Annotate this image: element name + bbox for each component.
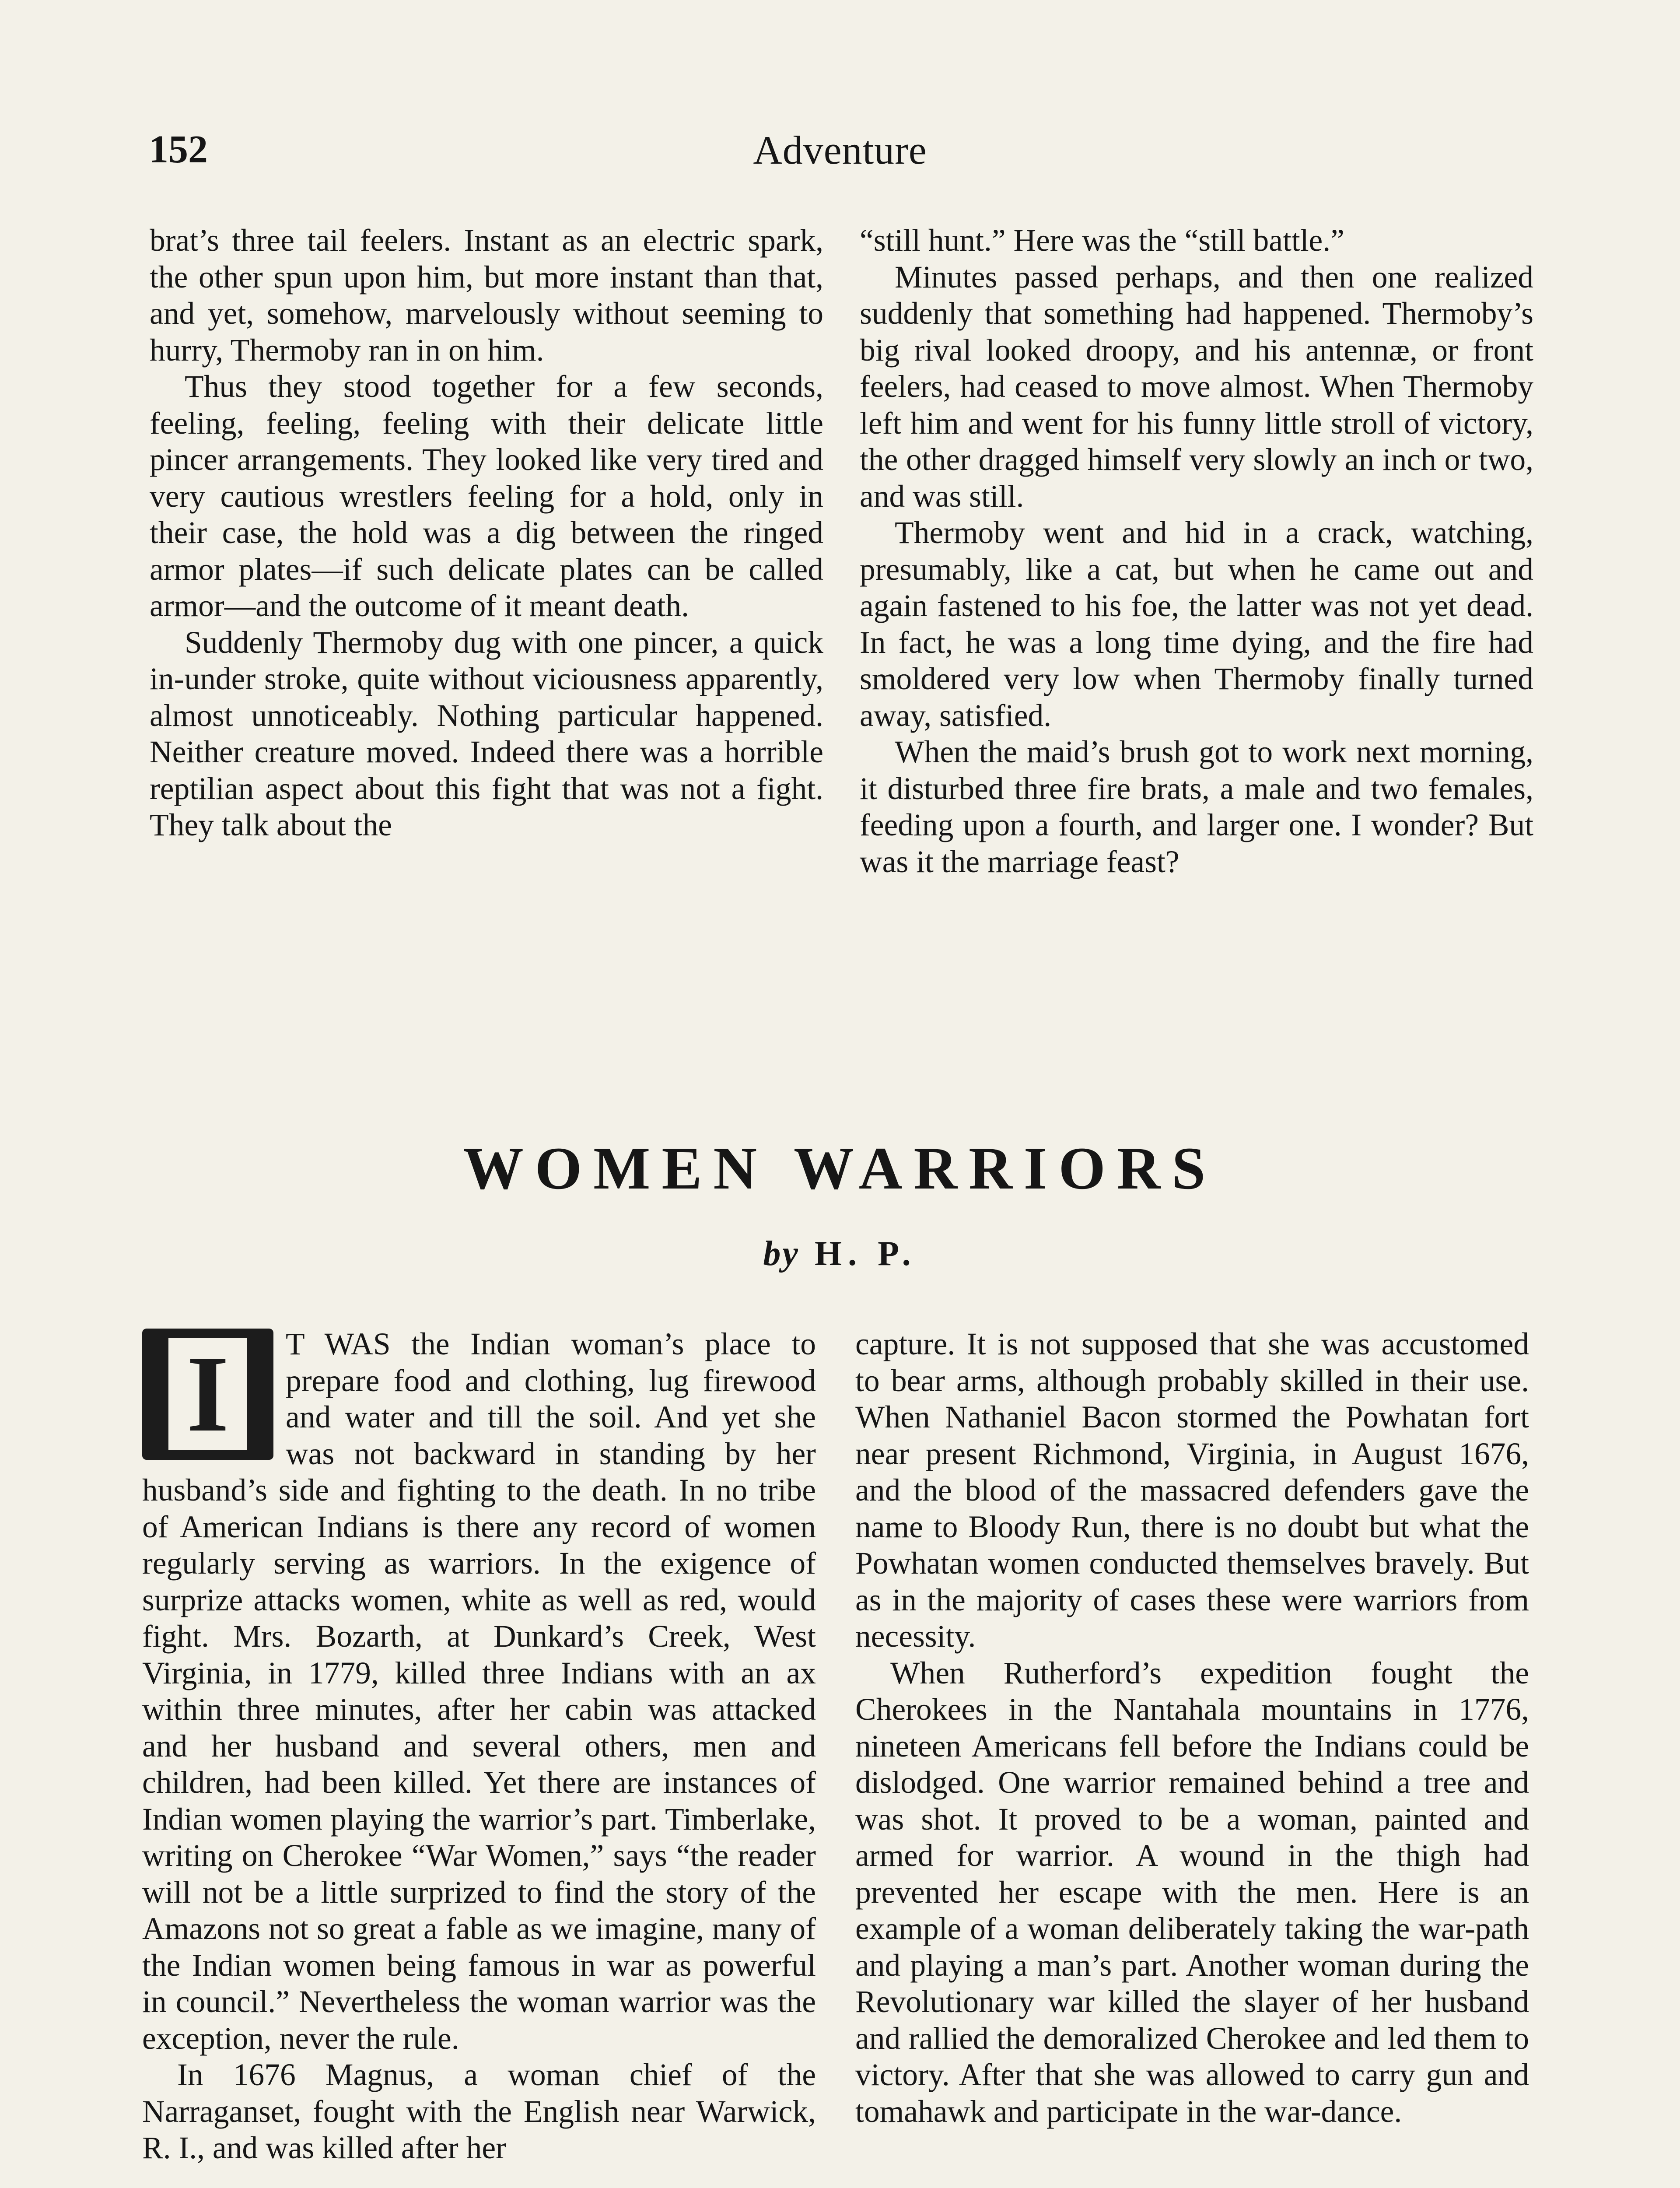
paragraph: capture. It is not supposed that she was accustomed to bear arms, although probably skilled in their use. When Nathaniel Bacon stormed the Powhatan fort near present Richmond, Virginia, in August 1676, and the blood of the massacred defenders gave the name to Bloody Run, there is no doubt but what the Powhatan women conducted themselves bravely. But as in the majority of cases these were warriors from necessity. — [855, 1327, 1529, 1654]
byline-prefix: by — [763, 1234, 800, 1273]
paragraph: When Rutherford’s expedition fought the Cherokees in the Nantahala mountains in 1776, nineteen Americans fell before the Indians could be dislodged. One warrior remained behind a tree and was shot. It proved to be a woman, painted and armed for warrior. A wound in the thigh had prevented her escape with the men. Here is an example of a woman deliberately taking the war-path and playing a man’s part. Another woman during the Revolutionary war killed the slayer of her husband and rallied the demoralized Cherokee and led them to victory. After that she was allowed to carry gun and tomahawk and participate in the war-dance. — [855, 1655, 1529, 2129]
running-title: Adventure — [753, 128, 927, 172]
page-number: 152 — [149, 128, 208, 171]
drop-cap — [142, 1329, 273, 1460]
paragraph: In 1676 Magnus, a woman chief of the Narraganset, fought with the English near Warwick, R. I., and was killed after her — [142, 2058, 816, 2165]
paragraph: Suddenly Thermoby dug with one pincer, a quick in-under stroke, quite without viciousness apparently, almost unnoticeably. Nothing particular happened. Neither creature moved. Indeed there was a horrible reptilian aspect about this fight that was not a fight. They talk about the — [150, 625, 823, 842]
paragraph: T WAS the Indian woman’s place to prepare food and clothing, lug firewood and water and till the soil. And yet she was not backward in standing by her husband’s side and fighting to the death. In no tribe of American Indians is there any record of women regularly serving as warriors. In the exigence of surprize attacks women, white as well as red, would fight. Mrs. Bozarth, at Dunkard’s Creek, West Virginia, in 1779, killed three Indians with an ax within three minutes, after her cabin was attacked and her husband and several others, men and children, had been killed. Yet there are instances of Indian women playing the warrior’s part. Timberlake, writing on Cherokee “War Women,” says “the reader will not be a little surprized to find the story of the Amazons not so great a fable as we imagine, many of the Indian women being famous in war as powerful in council.” Nevertheless the woman warrior was the exception, never the rule. — [142, 1327, 816, 2056]
page-header — [149, 127, 1531, 188]
continued-article-left-column — [150, 222, 823, 844]
paragraph: When the maid’s brush got to work next morning, it disturbed three fire brats, a male and two females, feeding upon a fourth, and larger one. I wonder? But was it the marriage feast? — [860, 735, 1533, 879]
article-right-column — [855, 1326, 1529, 2130]
paragraph: Thermoby went and hid in a crack, watching, presumably, like a cat, but when he came out and again fastened to his foe, the latter was not yet dead. In fact, he was a long time dying, and the fire had smoldered very low when Thermoby finally turned away, satisfied. — [860, 515, 1533, 733]
byline-author: H. P. — [814, 1234, 917, 1273]
paragraph: “still hunt.” Here was the “still battle.” — [860, 223, 1344, 258]
paragraph: Minutes passed perhaps, and then one realized suddenly that something had happened. Thermoby’s big rival looked droopy, and his antennæ, or front feelers, had ceased to move almost. When Thermoby left him and went for his funny little stroll of victory, the other dragged himself very slowly an inch or two, and was still. — [860, 259, 1533, 514]
byline — [0, 1234, 1680, 1274]
paragraph: Thus they stood together for a few seconds, feeling, feeling, feeling with their delicate little pincer arrangements. They looked like very tired and very cautious wrestlers feeling for a hold, only in their case, the hold was a dig between the ringed armor plates—if such delicate plates can be called armor—and the outcome of it meant death. — [150, 369, 823, 623]
article-title: WOMEN WARRIORS — [463, 1135, 1217, 1202]
paragraph: brat’s three tail feelers. Instant as an electric spark, the other spun upon him, but more instant than that, and yet, somehow, marvelously without seeming to hurry, Thermoby ran in on him. — [150, 223, 823, 368]
continued-article-right-column — [860, 222, 1533, 880]
drop-cap-letter: I — [168, 1338, 247, 1450]
article-left-column — [142, 1326, 816, 2167]
